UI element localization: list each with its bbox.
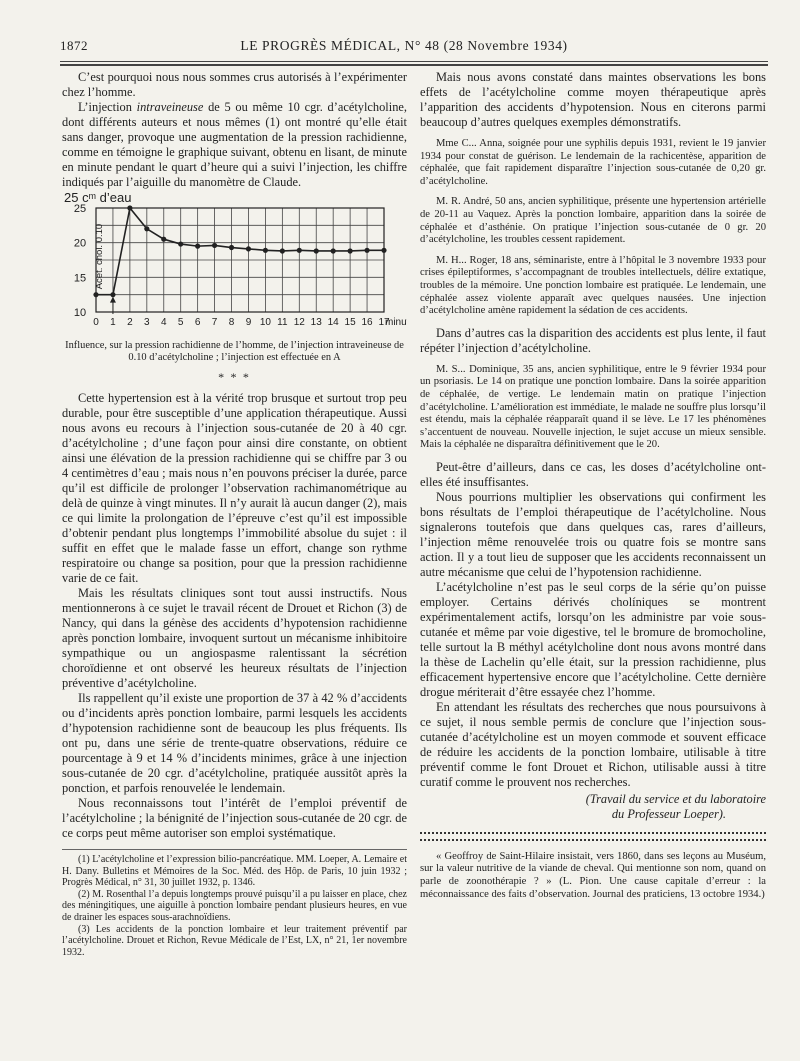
x-tick-label: 17 bbox=[378, 317, 390, 328]
x-tick-label: 4 bbox=[160, 317, 167, 328]
signature-line: du Professeur Loeper). bbox=[611, 806, 726, 821]
journal-title: LE PROGRÈS MÉDICAL, N° 48 (28 Novembre 1934) bbox=[240, 38, 568, 53]
dotted-separator bbox=[420, 832, 766, 841]
chart-title: 25 cᵐ d’eau bbox=[64, 190, 132, 205]
x-tick-label: 9 bbox=[245, 317, 252, 328]
x-tick-label: 3 bbox=[144, 317, 150, 328]
page-header bbox=[60, 38, 748, 60]
emphasis: intraveineuse bbox=[136, 100, 204, 114]
x-tick-label: 0 bbox=[93, 317, 99, 328]
footnotes bbox=[62, 849, 407, 958]
paragraph: C’est pourquoi nous nous sommes crus autorisés à l’expérimenter chez l’homme. bbox=[62, 70, 407, 99]
data-point bbox=[93, 292, 98, 297]
left-column bbox=[62, 70, 407, 958]
injection-arrowhead bbox=[110, 297, 116, 303]
x-tick-label: 6 bbox=[194, 317, 201, 328]
case-report: M. R. André, 50 ans, ancien syphilitique, présente une hypertension artérielle de 20-11 au Vaquez. Après la ponction lombaire, apparition dans la soirée de céphalée et d’asthénie. On pratique l’injection sous-cutanée de 0 gr. 20 d’acétylcholine, les troubles cessent rapidement. bbox=[420, 196, 766, 246]
pressure-line bbox=[93, 208, 384, 295]
data-point bbox=[280, 248, 285, 253]
paragraph: Ils rappellent qu’il existe une proportion de 37 à 42 % d’accidents ou d’incidents après ponction lombaire, parmi lesquels les accidents d’hypotension rachidienne sont de beaucoup les plus fréquents. Ils ont pu, dans une série de trente-quatre observations, réduire ce pourcentage à 9 et 14 % d’incidents minimes, grâce à une injection sous-cutanée de 20 cgr. d’acétylcholine, pratiquée aussitôt après la ponction, et parfois renouvelée le lendemain. bbox=[62, 691, 407, 795]
x-tick-label: 13 bbox=[310, 317, 322, 328]
data-point bbox=[127, 205, 132, 210]
footnote: (1) L’acétylcholine et l’expression bilio-pancréatique. MM. Loeper, A. Lemaire et H. Dany. Bulletins et Mémoires de la Soc. Méd. des Hôp. de Paris, 10 juin 1932 ; Progrès Médical, n° 31, 30 juillet 1932, p. 1346. bbox=[62, 854, 407, 889]
x-tick-label: 15 bbox=[344, 317, 356, 328]
figure-caption: Influence, sur la pression rachidienne de l’homme, de l’injection intraveineuse de 0.10 d’acétylcholine ; l’injection est effectuée en A bbox=[65, 340, 404, 363]
y-tick-label: 10 bbox=[73, 307, 87, 319]
footnote: (2) M. Rosenthal l’a depuis longtemps prouvé puisqu’il a pu laisser en place, chez des méningitiques, une aiguille à ponction lombaire pendant plusieurs heures, en vue de drainer les espaces sous-arachnoïdiens. bbox=[62, 888, 407, 923]
paragraph: En attendant les résultats des recherches que nous poursuivons à ce sujet, il nous semble permis de conclure que l’injection sous-cutanée d’acétylcholine est un moyen commode et souvent efficace de réduire les accidents de la ponction lombaire, utilisable à titre préventif comme le font Drouet et Richon, utilisable aussi à titre curatif comme le prouvent nos recherches. bbox=[420, 699, 766, 789]
paragraph: Mais les résultats cliniques sont tout aussi instructifs. Nous mentionnerons à ce sujet le travail récent de Drouet et Richon (3) de Nancy, qui dans la génèse des accidents d’hypotension rachidienne après ponction lombaire, invoquent surtout un mécanisme inhibitoire sympathique ou un angiospasme ralentissant la sécrétion choroïdienne et ont observé les heureux résultats de l’injection préventive d’acétylcholine. bbox=[62, 586, 407, 690]
case-report: M. H... Roger, 18 ans, séminariste, entre à l’hôpital le 3 novembre 1933 pour crises épileptiformes, s’accompagnant de troubles intellectuels, délire extatique, troubles de la mémoire. Une ponction lombaire est pratiquée. Le lendemain, une céphalée assez violente apparaît avec quelques nausées. Une injection d’acétylcholine amène rapidement la sédation de ces accidents. bbox=[420, 254, 766, 317]
section-separator: * * * bbox=[218, 370, 251, 384]
paragraph: L’acétylcholine n’est pas le seul corps de la série qu’on puisse employer. Certains dérivés cholíniques se montrent expérimentalement actifs, lorsqu’on les administre par voie sous-cutanée et même par voie digestive, tel le bromure de bromocholine, telle surtout la B méthyl acétylcholine dont nous avons montré dans la thèse de Lachelin qu’elle était, sur la pression rachidienne, plus efficacement hypertensive encore que l’acétylcholine. Cette dernière drogue mériterait d’être essayée chez l’homme. bbox=[420, 579, 766, 699]
data-point bbox=[229, 245, 234, 250]
paragraph: Nous pourrions multiplier les observations qui confirment les bons résultats de l’emploi thérapeutique de l’acétylcholine. Nous signalerons toutefois que dans quelques cas, rares d’ailleurs, l’injection même renouvelée trois ou quatre fois se montre sans action. Il y a tout lieu de supposer que les accidents reconnaissent un autre mécanisme que celui de l’hypotension rachidienne. bbox=[420, 489, 766, 579]
data-point bbox=[348, 248, 353, 253]
pressure-chart bbox=[62, 190, 407, 338]
data-point bbox=[144, 226, 149, 231]
paragraph: Peut-être d’ailleurs, dans ce cas, les doses d’acétylcholine ont-elles été insuffisantes. bbox=[420, 459, 766, 489]
x-tick-label: 1 bbox=[110, 317, 116, 328]
data-point bbox=[246, 246, 251, 251]
paragraph: Cette hypertension est à la vérité trop brusque et surtout trop peu durable, pour être susceptible d’une application thérapeutique. Aussi nous avons eu recours à l’injection sous-cutanée de 20 à 40 cgr. d’acétylcholine ; d’une façon pour ainsi dire constante, on obtient ainsi une élévation de la pression rachidienne qui se chiffre par 3 ou 4 centimètres d’eau ; mais nous n’en pouvons préciser la durée, parce qu’il est difficile de prolonger l’observation rachimanométrique au delà de quinze à vingt minutes. Il n’y aurait là aucun danger (2), mais ce qui limite la prolongation de l’épreuve c’est qu’il est impossible d’obtenir pendant plus longtemps l’immobilité absolue du sujet : il suffit en effet que le malade fasse un effort, change son rythme respiratoire ou change sa position, pour que la pression rachidienne varie de ce fait. bbox=[62, 391, 407, 585]
text: L’injection bbox=[78, 100, 137, 114]
data-point bbox=[161, 237, 166, 242]
quote-note: « Geoffroy de Saint-Hilaire insistait, vers 1860, dans ses leçons au Muséum, sur la valeur nutritive de la viande de cheval. Qui mentionne son nom, quand on parle de zoonothérapie ? » (L. Pion. Une cause capitale d’erreur : la méconnaissance des faits d’observation. Journal des praticiens, 13 octobre 1934.) bbox=[420, 850, 766, 900]
x-tick-label: 5 bbox=[177, 317, 184, 328]
injection-label: Acet. chol. 0.10 bbox=[93, 223, 105, 290]
header-rule bbox=[60, 61, 768, 62]
x-tick-label: 12 bbox=[293, 317, 305, 328]
data-point bbox=[381, 248, 386, 253]
paragraph: Dans d’autres cas la disparition des accidents est plus lente, il faut répéter l’injection d’acétylcholine. bbox=[420, 325, 766, 355]
y-tick-label: 25 bbox=[73, 203, 87, 215]
text: de 5 ou même 10 cgr. d’acétylcholine, dont différents auteurs et nous mêmes (1) ont montré qu’elle était sans danger, provoque une augmentation de la pression rachidienne, comme en témoigne le graphique suivant, obtenu en lisant, de minute en minute pendant le quart d’heure qui a suivi l’injection, les chiffre indiqués par l’aiguille du manomètre de Claude. bbox=[62, 100, 407, 189]
case-report: M. S... Dominique, 35 ans, ancien syphilitique, entre le 9 février 1934 pour un psoriasis. Le 14 on pratique une ponction lombaire. Dans la soirée apparition de céphalée, de vertige. Le lendemain matin on pratique l’injection d’acétylcholine. L’amélioration est immédiate, le malade ne souffre plus lorsqu’il est étendu, mais la céphalée réapparaît quand il se lève. Le 17 les phénomènes s’accentuent de nouveau. Nouvelle injection, le sujet accuse un mieux sensible. Mais la céphalée ne disparaîtra définitivement que le 20. bbox=[420, 363, 766, 451]
x-axis-label: minu bbox=[385, 317, 407, 328]
paragraph: Nous reconnaissons tout l’intérêt de l’emploi préventif de l’acétylcholine ; la bénignité de l’injection sous-cutanée de 20 cgr. de ce corps peut même autoriser son emploi systématique. bbox=[62, 796, 407, 840]
data-point bbox=[110, 292, 115, 297]
signature-line: (Travail du service et du laboratoire bbox=[585, 791, 766, 806]
chart-svg bbox=[62, 190, 407, 338]
data-point bbox=[297, 248, 302, 253]
paragraph bbox=[62, 100, 407, 190]
data-point bbox=[263, 248, 268, 253]
x-tick-label: 11 bbox=[277, 317, 288, 328]
x-tick-label: 8 bbox=[228, 317, 235, 328]
x-tick-label: 7 bbox=[211, 317, 218, 328]
data-point bbox=[212, 243, 217, 248]
data-point bbox=[195, 244, 200, 249]
data-point bbox=[314, 248, 319, 253]
page-number: 1872 bbox=[60, 38, 88, 53]
data-point bbox=[331, 248, 336, 253]
header-rule-thick bbox=[60, 64, 768, 66]
data-point bbox=[364, 248, 369, 253]
paragraph: Mais nous avons constaté dans maintes observations les bons effets de l’acétylcholine comme moyen thérapeutique après l’apparition des accidents d’hypotension. Nous en citerons parmi beaucoup d’autres quelques exemples démonstratifs. bbox=[420, 70, 766, 129]
case-report: Mme C... Anna, soignée pour une syphilis depuis 1931, revient le 19 janvier 1934 pour constat de guérison. Le lendemain de la rachicentèse, apparition de céphalée, que fait rapidement disparaître l’injection sous-cutanée de 0,20 gr. d’acétylcholine. bbox=[420, 138, 766, 187]
right-column bbox=[420, 70, 766, 901]
y-tick-label: 20 bbox=[73, 237, 87, 250]
footnote: (3) Les accidents de la ponction lombaire et leur traitement préventif par l’acétylcholine. Drouet et Richon, Revue Médicale de l’Est, LX, n° 21, 1er novembre 1932. bbox=[62, 923, 407, 958]
x-tick-label: 2 bbox=[127, 317, 133, 328]
x-tick-label: 16 bbox=[361, 317, 373, 328]
data-point bbox=[178, 241, 183, 246]
x-tick-label: 14 bbox=[327, 317, 339, 328]
x-tick-label: 10 bbox=[259, 317, 271, 328]
y-tick-label: 15 bbox=[73, 272, 87, 285]
